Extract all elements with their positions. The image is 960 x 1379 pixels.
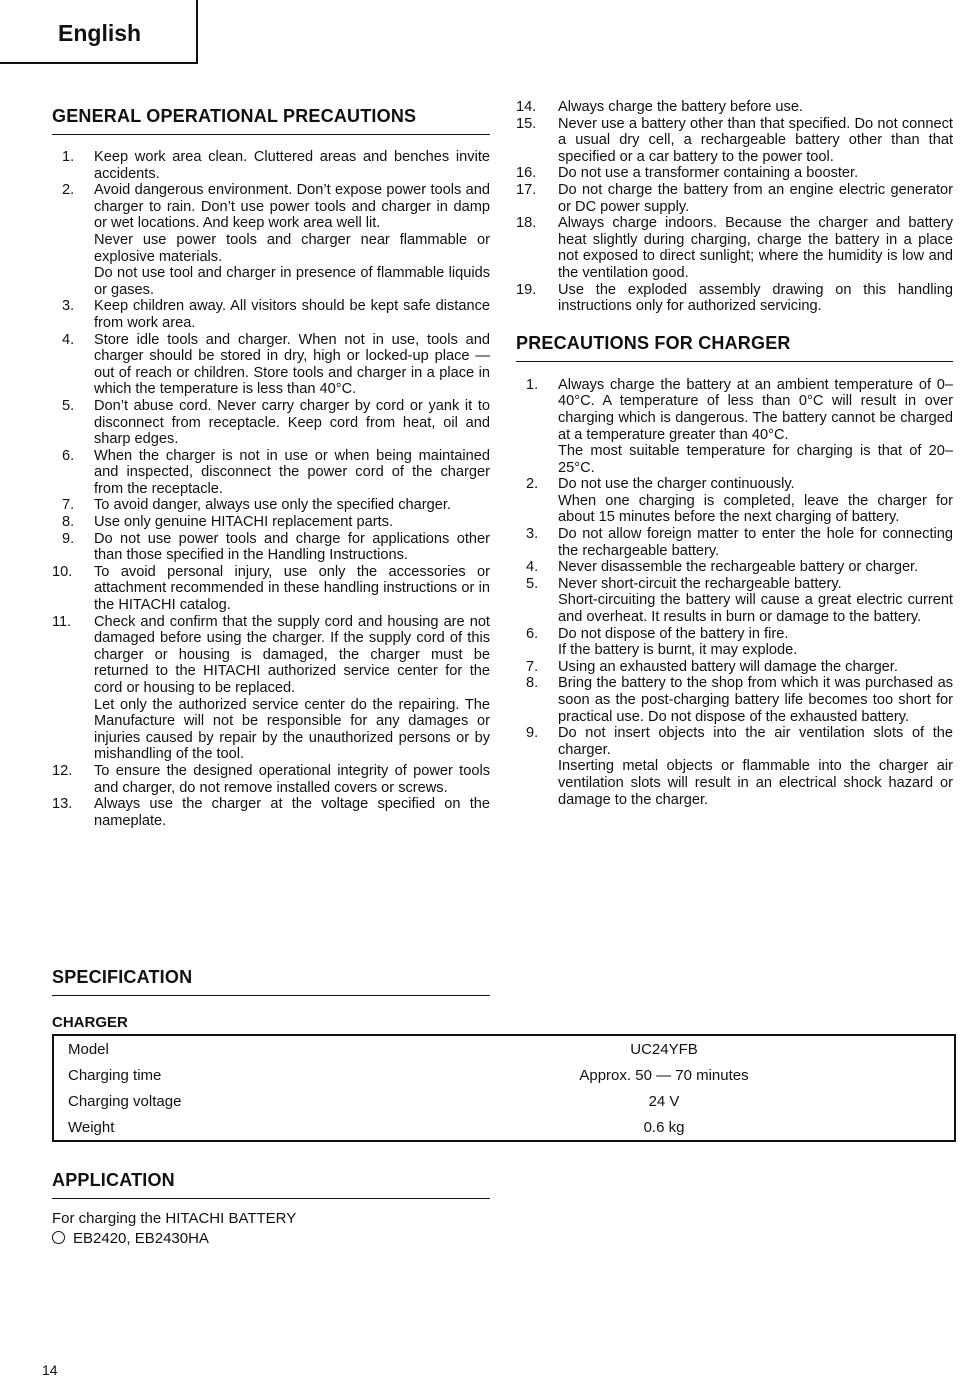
list-item: [52, 796, 490, 829]
item-number: 3.: [62, 298, 75, 315]
circle-icon: [52, 1231, 65, 1244]
item-number: 6.: [526, 625, 539, 642]
page-number: 14: [42, 1362, 58, 1378]
item-text: Always charge indoors. Because the charger and battery heat slightly during charging, charge the battery in a place not exposed to direct sunlight; where the humidity is low and the ventilation good.: [558, 215, 953, 281]
general-precautions-column-left: [52, 106, 490, 829]
item-number: 3.: [526, 526, 539, 543]
table-row: [53, 1062, 955, 1088]
item-text: Do not use a transformer containing a booster.: [558, 165, 859, 182]
list-item: [516, 116, 953, 166]
list-item: [52, 398, 490, 448]
battery-models: EB2420, EB2430HA: [73, 1230, 209, 1247]
item-text: Do not use tool and charger in presence of flammable liquids or gases.: [94, 265, 490, 298]
general-precautions-list-continued: [516, 99, 953, 315]
list-item: [52, 298, 490, 331]
language-label: English: [58, 20, 142, 46]
list-item: [52, 149, 490, 182]
application-text: For charging the HITACHI BATTERY: [52, 1210, 297, 1227]
item-text: Never use a battery other than that specified. Do not connect a usual dry cell, a rechargeable battery other than that specified or a car battery to the power tool.: [558, 115, 953, 165]
list-item: [516, 165, 953, 182]
precautions-column-right: [516, 99, 953, 808]
list-item: [516, 626, 953, 659]
list-item: [52, 332, 490, 398]
item-number: 15.: [516, 115, 537, 132]
spec-value: UC24YFB: [630, 1040, 698, 1058]
list-item: [516, 526, 953, 559]
item-number: 2.: [526, 476, 539, 493]
item-number: 19.: [516, 281, 537, 298]
item-text: Short-circuiting the battery will cause a great electric current and overheat. It results in burn or damage to the battery.: [558, 592, 953, 626]
item-text: Do not charge the battery from an engine electric generator or DC power supply.: [558, 181, 953, 215]
item-text: Do not use the charger continuously.: [558, 476, 795, 493]
list-item: [516, 182, 953, 215]
spec-label: Charging time: [68, 1066, 162, 1084]
item-number: 18.: [516, 215, 537, 232]
spec-value: 24 V: [648, 1092, 680, 1110]
table-row: [53, 1088, 955, 1114]
table-row: [53, 1035, 955, 1062]
item-text: Never disassemble the rechargeable battery or charger.: [558, 559, 919, 576]
item-text: To ensure the designed operational integrity of power tools and charger, do not remove installed covers or screws.: [94, 762, 490, 796]
list-item: [52, 497, 490, 514]
item-text: When the charger is not in use or when being maintained and inspected, disconnect the power cord of the charger from the receptacle.: [94, 447, 490, 497]
list-item: [516, 377, 953, 477]
item-text: If the battery is burnt, it may explode.: [558, 642, 798, 659]
item-text: Never use power tools and charger near flammable or explosive materials.: [94, 231, 490, 265]
charger-precautions-title: PRECAUTIONS FOR CHARGER: [516, 333, 953, 362]
item-text: To avoid personal injury, use only the accessories or attachment recommended in these handling instructions or in the HITACHI catalog.: [94, 563, 490, 614]
list-item: [52, 763, 490, 796]
spec-value: 0.6 kg: [643, 1118, 685, 1136]
item-text: Always charge the battery before use.: [558, 99, 803, 115]
general-precautions-list: [52, 149, 490, 829]
item-text: Using an exhausted battery will damage the charger.: [558, 658, 898, 675]
item-number: 7.: [526, 658, 539, 675]
item-number: 8.: [526, 675, 539, 692]
specification-title: SPECIFICATION: [52, 963, 490, 996]
spec-label: Charging voltage: [68, 1092, 182, 1110]
list-item: [52, 448, 490, 498]
application-title: APPLICATION: [52, 1170, 490, 1199]
item-text: Keep work area clean. Cluttered areas and benches invite accidents.: [94, 149, 490, 182]
charger-precautions-list: [516, 377, 953, 808]
item-text: Do not dispose of the battery in fire.: [558, 625, 789, 642]
item-number: 16.: [516, 165, 537, 182]
item-number: 6.: [62, 447, 75, 464]
specification-table: [52, 1034, 956, 1142]
item-number: 1.: [526, 376, 539, 393]
list-item: [516, 576, 953, 626]
spec-value: Approx. 50 — 70 minutes: [579, 1066, 749, 1084]
item-text: Always use the charger at the voltage specified on the nameplate.: [94, 796, 490, 829]
table-row: [53, 1114, 955, 1141]
item-number: 12.: [52, 762, 73, 779]
list-item: [516, 659, 953, 676]
item-number: 7.: [62, 497, 75, 514]
item-text: To avoid danger, always use only the specified charger.: [94, 497, 451, 514]
spec-label: Model: [68, 1040, 109, 1058]
item-number: 5.: [526, 575, 539, 592]
list-item: [52, 614, 490, 763]
application-section: [52, 1170, 490, 1249]
list-item: [52, 514, 490, 531]
list-item: [516, 282, 953, 315]
item-text: Don’t abuse cord. Never carry charger by cord or yank it to disconnect from receptacle. Keep cord from heat, oil and sharp edges.: [94, 397, 490, 448]
item-text: Bring the battery to the shop from which it was purchased as soon as the post-charging battery life becomes too short for practical use. Do not dispose of the exhausted battery.: [558, 675, 953, 725]
item-text: The most suitable temperature for charging is that of 20–25°C.: [558, 443, 953, 476]
item-number: 4.: [526, 559, 539, 576]
item-text: Do not allow foreign matter to enter the hole for connecting the rechargeable battery.: [558, 526, 953, 559]
item-number: 11.: [52, 613, 72, 630]
item-text: When one charging is completed, leave the charger for about 15 minutes before the next charging of battery.: [558, 492, 953, 526]
list-item: [52, 531, 490, 564]
item-number: 5.: [62, 397, 75, 414]
item-text: Inserting metal objects or flammable into the charger air ventilation slots will result in an electrical shock hazard or damage to the charger.: [558, 758, 953, 808]
specification-section: [52, 963, 490, 1031]
list-item: [516, 675, 953, 725]
item-text: Never short-circuit the rechargeable battery.: [558, 575, 842, 592]
item-text: Store idle tools and charger. When not in use, tools and charger should be stored in dry, high or locked-up place — out of reach or children. Store tools and charger in a place in which the temperature is less than 40°C.: [94, 331, 490, 398]
general-precautions-title: GENERAL OPERATIONAL PRECAUTIONS: [52, 106, 490, 135]
item-number: 14.: [516, 99, 537, 115]
application-battery-line: [52, 1229, 490, 1249]
item-text: Use only genuine HITACHI replacement parts.: [94, 514, 394, 531]
list-item: [516, 559, 953, 576]
list-item: [52, 564, 490, 614]
item-text: Avoid dangerous environment. Don’t expose power tools and charger to rain. Don’t use power tools and charger in damp or wet locations. And keep work area well lit.: [94, 182, 490, 232]
item-number: 1.: [62, 149, 75, 165]
list-item: [516, 99, 953, 116]
language-tab: [0, 0, 198, 64]
item-text: Keep children away. All visitors should be kept safe distance from work area.: [94, 298, 490, 331]
list-item: [52, 182, 490, 298]
list-item: [516, 725, 953, 808]
item-text: Check and confirm that the supply cord and housing are not damaged before using the charger. If the supply cord of this charger or housing is damaged, the charger must be returned to the HITACHI authorized service center for the cord or housing to be replaced.: [94, 613, 490, 696]
item-text: Let only the authorized service center do the repairing. The Manufacture will not be responsible for any damages or injuries caused by repair by the unauthorized persons or by mishandling of the tool.: [94, 696, 490, 763]
spec-label: Weight: [68, 1118, 115, 1136]
item-text: Always charge the battery at an ambient temperature of 0–40°C. A temperature of less than 0°C will result in over charging which is dangerous. The battery cannot be charged at a temperature greater than 40°C.: [558, 376, 953, 443]
item-number: 9.: [62, 530, 75, 547]
item-text: Do not use power tools and charge for applications other than those specified in the Handling Instructions.: [94, 530, 490, 564]
item-number: 9.: [526, 725, 539, 742]
item-number: 10.: [52, 563, 73, 580]
charger-subtitle: CHARGER: [52, 1014, 128, 1031]
item-number: 2.: [62, 182, 75, 199]
item-number: 8.: [62, 514, 75, 531]
list-item: [516, 476, 953, 526]
item-number: 13.: [52, 796, 73, 813]
list-item: [516, 215, 953, 281]
item-text: Do not insert objects into the air ventilation slots of the charger.: [558, 725, 953, 758]
item-number: 17.: [516, 181, 537, 198]
item-text: Use the exploded assembly drawing on this handling instructions only for authorized servicing.: [558, 281, 953, 315]
item-number: 4.: [62, 331, 75, 348]
